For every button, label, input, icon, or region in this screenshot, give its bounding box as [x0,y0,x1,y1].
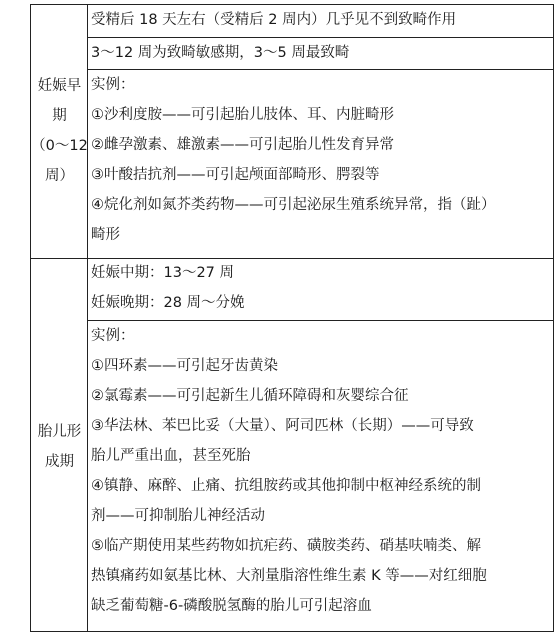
example-item: ①沙利度胺——可引起胎儿肢体、耳、内脏畸形 [91,107,394,123]
example-item: ②氯霉素——可引起新生儿循环障碍和灰婴综合征 [91,388,409,404]
example-item-continued: 胎儿严重出血，甚至死胎 [91,448,251,464]
cell-line: 受精后 18 天左右（受精后 2 周内）几乎见不到致畸作用 [91,12,457,28]
example-item-continued: 畸形 [91,227,120,243]
period-line: 妊娠中期：13～27 周 [91,265,235,281]
drug-stage-table [30,4,554,632]
example-item-continued: 剂——可抑制胎儿神经活动 [91,508,265,524]
example-item: ②雌孕激素、雄激素——可引起胎儿性发育异常 [91,137,394,153]
examples-heading: 实例： [91,328,135,344]
period-line: 妊娠晚期：28 周～分娩 [91,295,245,311]
example-item: ③华法林、苯巴比妥（大量）、阿司匹林（长期）——可导致 [91,418,474,434]
stage-label-early-pregnancy: 妊娠早 期 （0～12 周） [31,78,88,184]
table-row-fetal-examples [88,321,553,633]
example-item: ⑤临产期使用某些药物如抗疟药、磺胺类药、硝基呋喃类、解 [91,538,481,554]
stage-column [31,5,88,631]
table-row-early-examples [88,70,553,258]
table-row-early-1 [88,5,553,38]
examples-heading: 实例： [91,77,135,93]
stage-label-fetal-formation: 胎儿形 成期 [37,424,82,470]
example-item: ①四环素——可引起牙齿黄染 [91,358,278,374]
example-item: ③叶酸拮抗剂——可引起颅面部畸形、腭裂等 [91,167,380,183]
example-item-continued: 热镇痛药如氨基比林、大剂量脂溶性维生素 K 等——对红细胞 [91,568,487,584]
table-row-fetal-periods [88,258,553,321]
table-row-early-2 [88,38,553,70]
example-item: ④镇静、麻醉、止痛、抗组胺药或其他抑制中枢神经系统的制 [91,478,481,494]
example-item-continued: 缺乏葡萄糖-6-磷酸脱氢酶的胎儿可引起溶血 [91,598,372,614]
example-item: ④烷化剂如氮芥类药物——可引起泌尿生殖系统异常，指（趾） [91,197,496,213]
cell-line: 3～12 周为致畸敏感期，3～5 周最致畸 [91,45,350,61]
